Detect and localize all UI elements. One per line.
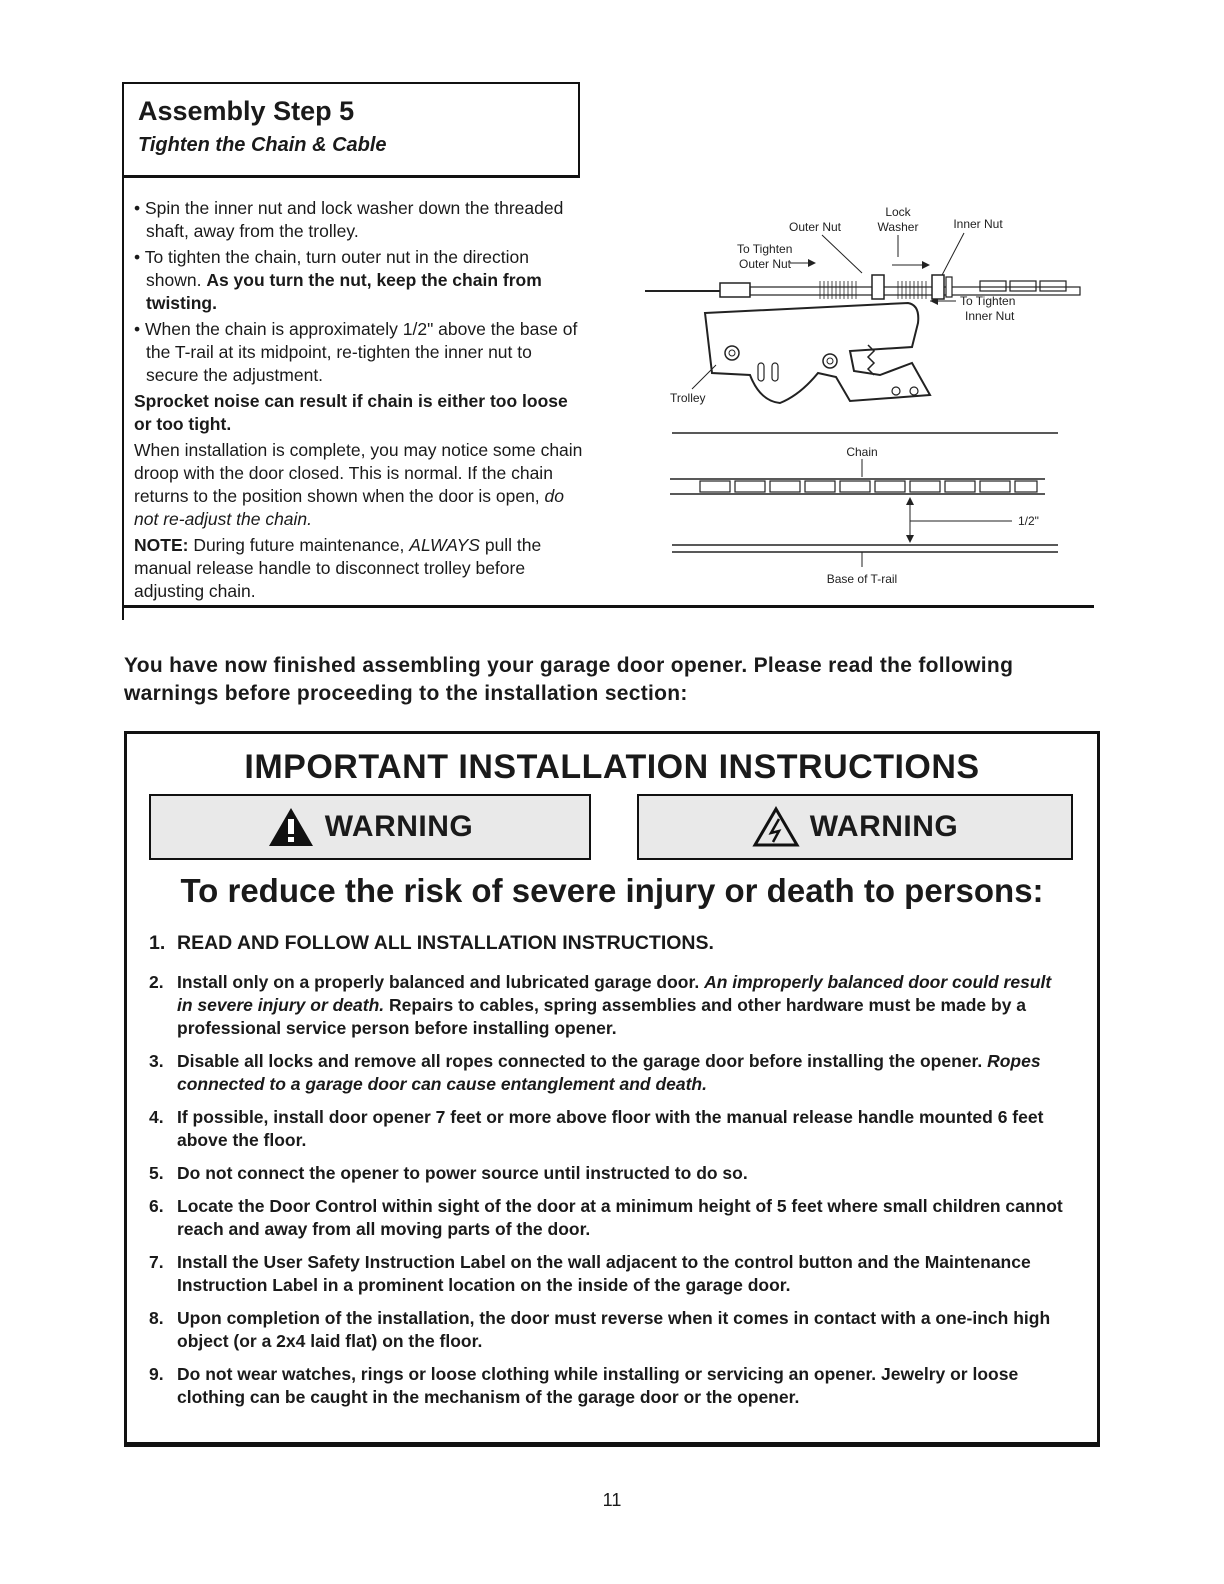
- inner-nut-shape: [932, 275, 944, 299]
- label-to-tighten-inner-1: To Tighten: [960, 294, 1016, 308]
- step-header-box: [122, 82, 580, 178]
- list-item-text: Disable all locks and remove all ropes connected to the garage door before installing the opener.: [177, 1051, 988, 1071]
- finished-message: You have now finished assembling your garage door opener. Please read the following warnings before proceeding to the installation section:: [124, 654, 1014, 705]
- label-half-inch: 1/2": [1018, 514, 1039, 528]
- instruction-bullet-3: • When the chain is approximately 1/2" above the base of the T-rail at its midpoint, re-tighten the inner nut to secure the adjustment.: [134, 318, 584, 387]
- electric-shock-warning-icon: [752, 806, 800, 848]
- completion-note-text: When installation is complete, you may notice some chain droop with the door closed. This is normal. If the chain returns to the position shown when the door is open,: [134, 440, 583, 506]
- outer-nut-shape: [872, 275, 884, 299]
- list-item: [149, 1363, 1069, 1409]
- important-instructions-box: [124, 731, 1100, 1447]
- list-item: [149, 1307, 1069, 1353]
- instruction-bullet-2: [134, 246, 584, 315]
- important-title: IMPORTANT INSTALLATION INSTRUCTIONS: [244, 748, 980, 786]
- list-item-number: 9.: [149, 1364, 164, 1384]
- label-outer-nut: Outer Nut: [788, 220, 842, 234]
- list-item-text: READ AND FOLLOW ALL INSTALLATION INSTRUCTIONS.: [177, 932, 714, 954]
- sprocket-warning: Sprocket noise can result if chain is either too loose or too tight.: [134, 391, 568, 434]
- page-number: 11: [602, 1490, 622, 1510]
- label-to-tighten-outer-2: Outer Nut: [739, 257, 792, 271]
- label-inner-nut: Inner Nut: [953, 217, 1003, 231]
- list-item-text: Install only on a properly balanced and lubricated garage door.: [177, 972, 705, 992]
- label-chain: Chain: [846, 445, 878, 459]
- list-item-text: Install the User Safety Instruction Label on the wall adjacent to the control button and the Maintenance Instruction Label in a prominent location on the inside of the garage door.: [177, 1252, 1031, 1295]
- note-label: NOTE:: [134, 535, 189, 555]
- list-item-italic: An improperly balanced door could result in severe injury or death.: [177, 972, 1052, 1015]
- installation-instructions-list: [149, 932, 1069, 1419]
- note-always: ALWAYS: [409, 535, 480, 555]
- list-item-number: 6.: [149, 1196, 164, 1216]
- instruction-2-text: To tighten the chain, turn outer nut in the direction shown.: [144, 247, 529, 290]
- completion-note: [134, 439, 584, 531]
- list-item-number: 3.: [149, 1051, 164, 1071]
- list-item: [149, 971, 1069, 1040]
- list-item: [149, 1050, 1069, 1096]
- warning-label-right: WARNING: [809, 810, 959, 843]
- list-item: [149, 1162, 1069, 1185]
- lock-washer-shape: [946, 277, 952, 297]
- label-trolley: Trolley: [670, 391, 706, 405]
- warning-banner-left: [149, 794, 591, 860]
- warning-label-left: WARNING: [324, 810, 474, 843]
- diagram-svg: [640, 195, 1100, 595]
- instruction-bullet-1: • Spin the inner nut and lock washer down the threaded shaft, away from the trolley.: [134, 197, 584, 243]
- list-item-text-2: Repairs to cables, spring assemblies and other hardware must be made by a professional service person before installing opener.: [177, 995, 1027, 1038]
- instruction-2-emphasis: As you turn the nut, keep the chain from twisting.: [146, 270, 542, 313]
- risk-heading: To reduce the risk of severe injury or death to persons:: [180, 872, 1044, 909]
- list-item-number: 8.: [149, 1308, 164, 1328]
- label-base-of-t-rail: Base of T-rail: [826, 572, 898, 586]
- step-title: Assembly Step 5: [138, 96, 355, 126]
- shaft-chain-end: [980, 281, 1066, 291]
- chain-links: [700, 481, 1037, 492]
- list-item-text: If possible, install door opener 7 feet or more above floor with the manual release handle mounted 6 feet above the floor.: [177, 1107, 1044, 1150]
- label-to-tighten-inner-2: Inner Nut: [965, 309, 1015, 323]
- list-item: [149, 1195, 1069, 1241]
- list-item-text: Do not wear watches, rings or loose clothing while installing or servicing an opener. Jewelry or loose clothing can be caught in the mechanism of the garage door or the opener.: [177, 1364, 1019, 1407]
- list-item-text: Upon completion of the installation, the door must reverse when it comes in contact with a one-inch high object (or a 2x4 laid flat) on the floor.: [177, 1308, 1051, 1351]
- list-item: [149, 1251, 1069, 1297]
- list-item-text: Do not connect the opener to power source until instructed to do so.: [177, 1163, 748, 1183]
- label-to-tighten-outer-1: To Tighten: [737, 242, 793, 256]
- note-text-a: During future maintenance,: [188, 535, 410, 555]
- maintenance-note: [134, 534, 584, 603]
- step-instructions: [134, 197, 584, 606]
- list-item: [149, 1106, 1069, 1152]
- list-item-number: 1.: [149, 932, 166, 954]
- list-item-number: 2.: [149, 972, 164, 992]
- label-lock: Lock: [885, 205, 911, 219]
- completion-note-italic: do not re-adjust the chain.: [134, 486, 565, 529]
- list-item-number: 5.: [149, 1163, 164, 1183]
- list-item-text: Locate the Door Control within sight of the door at a minimum height of 5 feet where small children cannot reach and away from all moving parts of the door.: [177, 1196, 1063, 1239]
- chain-adjustment-diagram: [640, 195, 1100, 595]
- warning-banner-right: [637, 794, 1073, 860]
- warning-triangle-icon: [267, 806, 315, 848]
- list-item: [149, 932, 1069, 955]
- label-washer: Washer: [877, 220, 919, 234]
- step-subtitle: Tighten the Chain & Cable: [138, 134, 387, 156]
- note-text-b: pull the manual release handle to disconnect trolley before adjusting chain.: [134, 535, 542, 601]
- list-item-number: 4.: [149, 1107, 164, 1127]
- list-item-italic: Ropes connected to a garage door can cause entanglement and death.: [177, 1051, 1041, 1094]
- list-item-number: 7.: [149, 1252, 164, 1272]
- section-left-rule: [122, 178, 124, 620]
